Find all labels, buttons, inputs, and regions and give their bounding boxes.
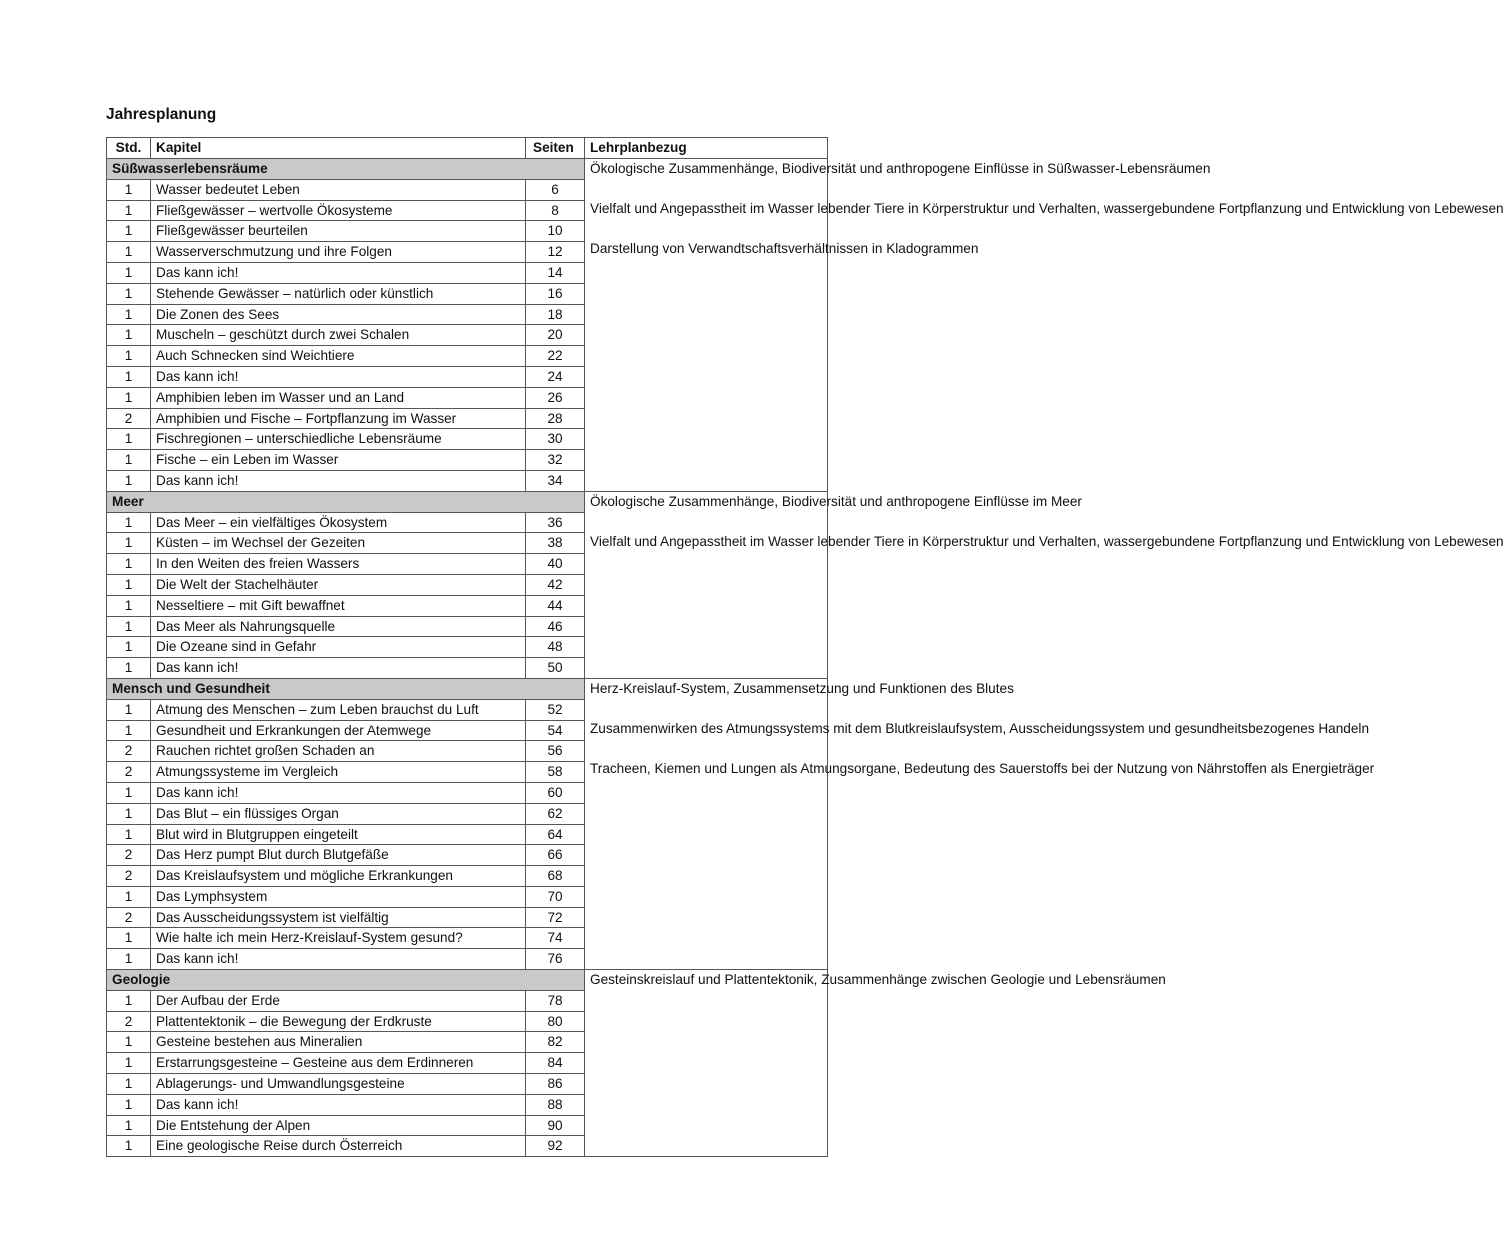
section-header-row — [107, 159, 828, 180]
chapter-cell: Plattentektonik – die Bewegung der Erdkruste — [151, 1011, 526, 1032]
chapter-cell: Das kann ich! — [151, 470, 526, 491]
hours-cell: 1 — [107, 886, 151, 907]
hours-cell: 1 — [107, 304, 151, 325]
hours-cell: 1 — [107, 824, 151, 845]
section-header-row — [107, 970, 828, 991]
table-body — [107, 159, 1504, 1157]
hours-cell: 1 — [107, 346, 151, 367]
hours-cell: 1 — [107, 699, 151, 720]
chapter-cell: Stehende Gewässer – natürlich oder künstlich — [151, 283, 526, 304]
chapter-cell: Fließgewässer beurteilen — [151, 221, 526, 242]
curriculum-cell — [585, 970, 1166, 1157]
year-plan-table — [106, 137, 1504, 1157]
curriculum-paragraph: Vielfalt und Angepasstheit im Wasser lebender Tiere in Körperstruktur und Verhalten, wassergebundene Fortpflanzung und Entwicklung von Lebewesen — [590, 533, 1504, 549]
page-cell: 72 — [526, 907, 585, 928]
chapter-cell: Atmung des Menschen – zum Leben brauchst du Luft — [151, 699, 526, 720]
page-cell: 8 — [526, 200, 585, 221]
section-title: Mensch und Gesundheit — [107, 678, 585, 699]
chapter-cell: Erstarrungsgesteine – Gesteine aus dem Erdinneren — [151, 1053, 526, 1074]
page-cell: 36 — [526, 512, 585, 533]
curriculum-paragraph: Tracheen, Kiemen und Lungen als Atmungsorgane, Bedeutung des Sauerstoffs bei der Nutzung von Nährstoffen als Energieträger — [590, 760, 1375, 776]
hours-cell: 1 — [107, 554, 151, 575]
page-cell: 6 — [526, 179, 585, 200]
page-cell: 40 — [526, 554, 585, 575]
chapter-cell: Das Meer – ein vielfältiges Ökosystem — [151, 512, 526, 533]
page-cell: 78 — [526, 990, 585, 1011]
header-seiten: Seiten — [526, 138, 585, 159]
page-cell: 10 — [526, 221, 585, 242]
hours-cell: 1 — [107, 637, 151, 658]
hours-cell: 2 — [107, 408, 151, 429]
page-cell: 62 — [526, 803, 585, 824]
hours-cell: 1 — [107, 221, 151, 242]
page-cell: 74 — [526, 928, 585, 949]
page-cell: 20 — [526, 325, 585, 346]
page-cell: 14 — [526, 262, 585, 283]
chapter-cell: Fische – ein Leben im Wasser — [151, 450, 526, 471]
header-lehrplanbezug: Lehrplanbezug — [585, 138, 828, 159]
header-row — [107, 138, 828, 159]
curriculum-cell — [585, 678, 1375, 969]
page-cell: 58 — [526, 762, 585, 783]
page-cell: 56 — [526, 741, 585, 762]
page-cell: 86 — [526, 1074, 585, 1095]
hours-cell: 1 — [107, 429, 151, 450]
page-cell: 12 — [526, 242, 585, 263]
page-cell: 22 — [526, 346, 585, 367]
section-header-row — [107, 678, 828, 699]
chapter-cell: Das Blut – ein flüssiges Organ — [151, 803, 526, 824]
curriculum-paragraph: Zusammenwirken des Atmungssystems mit dem Blutkreislaufsystem, Ausscheidungssystem und gesundheitsbezogenes Handeln — [590, 720, 1369, 736]
page-cell: 84 — [526, 1053, 585, 1074]
chapter-cell: Blut wird in Blutgruppen eingeteilt — [151, 824, 526, 845]
hours-cell: 1 — [107, 1032, 151, 1053]
page-cell: 52 — [526, 699, 585, 720]
hours-cell: 1 — [107, 1094, 151, 1115]
chapter-cell: Ablagerungs- und Umwandlungsgesteine — [151, 1074, 526, 1095]
chapter-cell: Das Ausscheidungssystem ist vielfältig — [151, 907, 526, 928]
chapter-cell: Das kann ich! — [151, 782, 526, 803]
page-cell: 34 — [526, 470, 585, 491]
page-cell: 54 — [526, 720, 585, 741]
chapter-cell: Die Welt der Stachelhäuter — [151, 574, 526, 595]
chapter-cell: Die Zonen des Sees — [151, 304, 526, 325]
section-title: Geologie — [107, 970, 585, 991]
hours-cell: 1 — [107, 283, 151, 304]
chapter-cell: Das Herz pumpt Blut durch Blutgefäße — [151, 845, 526, 866]
curriculum-paragraph: Ökologische Zusammenhänge, Biodiversität und anthropogene Einflüsse im Meer — [590, 493, 1082, 509]
page-cell: 70 — [526, 886, 585, 907]
hours-cell: 1 — [107, 242, 151, 263]
page-cell: 18 — [526, 304, 585, 325]
chapter-cell: Das Kreislaufsystem und mögliche Erkrankungen — [151, 866, 526, 887]
chapter-cell: In den Weiten des freien Wassers — [151, 554, 526, 575]
page-cell: 42 — [526, 574, 585, 595]
hours-cell: 1 — [107, 595, 151, 616]
hours-cell: 1 — [107, 366, 151, 387]
section-title: Meer — [107, 491, 585, 512]
page-cell: 32 — [526, 450, 585, 471]
page-cell: 68 — [526, 866, 585, 887]
hours-cell: 1 — [107, 1074, 151, 1095]
hours-cell: 1 — [107, 325, 151, 346]
chapter-cell: Amphibien leben im Wasser und an Land — [151, 387, 526, 408]
chapter-cell: Das kann ich! — [151, 366, 526, 387]
chapter-cell: Das kann ich! — [151, 658, 526, 679]
hours-cell: 1 — [107, 200, 151, 221]
page-cell: 24 — [526, 366, 585, 387]
hours-cell: 1 — [107, 470, 151, 491]
page-cell: 80 — [526, 1011, 585, 1032]
curriculum-cell — [585, 491, 1504, 678]
page-cell: 90 — [526, 1115, 585, 1136]
chapter-cell: Der Aufbau der Erde — [151, 990, 526, 1011]
section-header-row — [107, 491, 828, 512]
chapter-cell: Rauchen richtet großen Schaden an — [151, 741, 526, 762]
chapter-cell: Amphibien und Fische – Fortpflanzung im Wasser — [151, 408, 526, 429]
page-cell: 82 — [526, 1032, 585, 1053]
hours-cell: 2 — [107, 866, 151, 887]
chapter-cell: Eine geologische Reise durch Österreich — [151, 1136, 526, 1157]
chapter-cell: Atmungssysteme im Vergleich — [151, 762, 526, 783]
chapter-cell: Die Ozeane sind in Gefahr — [151, 637, 526, 658]
hours-cell: 1 — [107, 990, 151, 1011]
hours-cell: 1 — [107, 1053, 151, 1074]
chapter-cell: Gesteine bestehen aus Mineralien — [151, 1032, 526, 1053]
hours-cell: 1 — [107, 658, 151, 679]
chapter-cell: Nesseltiere – mit Gift bewaffnet — [151, 595, 526, 616]
page-cell: 76 — [526, 949, 585, 970]
chapter-cell: Wie halte ich mein Herz-Kreislauf-System gesund? — [151, 928, 526, 949]
hours-cell: 1 — [107, 387, 151, 408]
chapter-cell: Das Meer als Nahrungsquelle — [151, 616, 526, 637]
curriculum-paragraph: Gesteinskreislauf und Plattentektonik, Zusammenhänge zwischen Geologie und Lebensräumen — [590, 972, 1166, 988]
page-cell: 50 — [526, 658, 585, 679]
section-title: Süßwasserlebensräume — [107, 159, 585, 180]
chapter-cell: Fließgewässer – wertvolle Ökosysteme — [151, 200, 526, 221]
page-cell: 44 — [526, 595, 585, 616]
chapter-cell: Muscheln – geschützt durch zwei Schalen — [151, 325, 526, 346]
chapter-cell: Auch Schnecken sind Weichtiere — [151, 346, 526, 367]
page-cell: 64 — [526, 824, 585, 845]
page-cell: 92 — [526, 1136, 585, 1157]
hours-cell: 1 — [107, 450, 151, 471]
page-cell: 66 — [526, 845, 585, 866]
page-cell: 60 — [526, 782, 585, 803]
hours-cell: 1 — [107, 179, 151, 200]
curriculum-paragraph: Vielfalt und Angepasstheit im Wasser lebender Tiere in Körperstruktur und Verhalten, wassergebundene Fortpflanzung und Entwicklung von Lebewesen — [590, 200, 1504, 216]
chapter-cell: Das Lymphsystem — [151, 886, 526, 907]
page-cell: 46 — [526, 616, 585, 637]
curriculum-paragraph: Ökologische Zusammenhänge, Biodiversität und anthropogene Einflüsse in Süßwasser-Lebensräumen — [590, 161, 1211, 176]
curriculum-paragraph: Darstellung von Verwandtschaftsverhältnissen in Kladogrammen — [590, 240, 979, 256]
hours-cell: 2 — [107, 762, 151, 783]
page-cell: 28 — [526, 408, 585, 429]
chapter-cell: Die Entstehung der Alpen — [151, 1115, 526, 1136]
hours-cell: 1 — [107, 262, 151, 283]
hours-cell: 1 — [107, 533, 151, 554]
hours-cell: 2 — [107, 1011, 151, 1032]
hours-cell: 2 — [107, 741, 151, 762]
hours-cell: 2 — [107, 845, 151, 866]
hours-cell: 1 — [107, 803, 151, 824]
page-title: Jahresplanung — [106, 106, 217, 123]
hours-cell: 2 — [107, 907, 151, 928]
hours-cell: 1 — [107, 616, 151, 637]
page-cell: 16 — [526, 283, 585, 304]
page-cell: 38 — [526, 533, 585, 554]
chapter-cell: Fischregionen – unterschiedliche Lebensräume — [151, 429, 526, 450]
curriculum-paragraph: Herz-Kreislauf-System, Zusammensetzung und Funktionen des Blutes — [590, 680, 1014, 696]
header-kapitel: Kapitel — [151, 138, 526, 159]
chapter-cell: Das kann ich! — [151, 949, 526, 970]
page-cell: 30 — [526, 429, 585, 450]
page-cell: 48 — [526, 637, 585, 658]
chapter-cell: Das kann ich! — [151, 1094, 526, 1115]
hours-cell: 1 — [107, 928, 151, 949]
page-cell: 26 — [526, 387, 585, 408]
hours-cell: 1 — [107, 574, 151, 595]
chapter-cell: Wasserverschmutzung und ihre Folgen — [151, 242, 526, 263]
chapter-cell: Küsten – im Wechsel der Gezeiten — [151, 533, 526, 554]
curriculum-cell — [585, 159, 1504, 492]
page-cell: 88 — [526, 1094, 585, 1115]
hours-cell: 1 — [107, 1115, 151, 1136]
header-std: Std. — [107, 138, 151, 159]
hours-cell: 1 — [107, 782, 151, 803]
hours-cell: 1 — [107, 720, 151, 741]
chapter-cell: Wasser bedeutet Leben — [151, 179, 526, 200]
chapter-cell: Gesundheit und Erkrankungen der Atemwege — [151, 720, 526, 741]
hours-cell: 1 — [107, 512, 151, 533]
chapter-cell: Das kann ich! — [151, 262, 526, 283]
hours-cell: 1 — [107, 949, 151, 970]
hours-cell: 1 — [107, 1136, 151, 1157]
